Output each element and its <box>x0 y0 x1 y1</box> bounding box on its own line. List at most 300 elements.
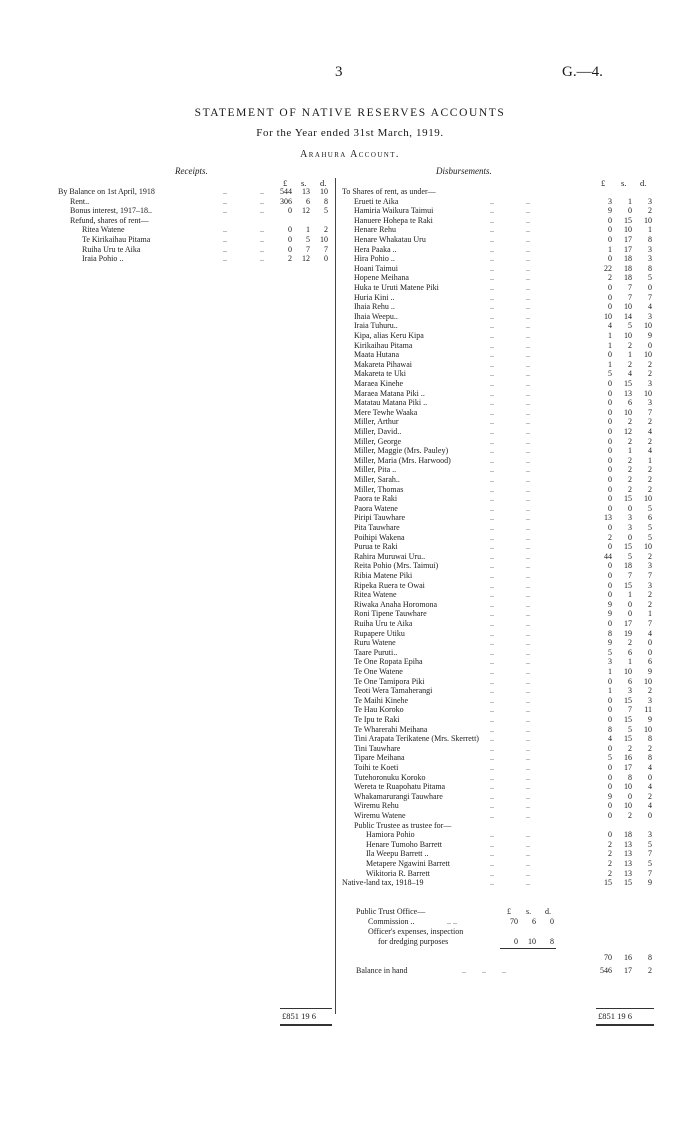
disbursement-row-leader: .. <box>526 340 530 350</box>
disbursement-row-pounds: 0 <box>608 455 612 465</box>
disbursement-row-label: Wiremu Watene <box>354 811 406 820</box>
disbursement-row-leader: .. <box>490 561 494 571</box>
disbursement-row-leader: .. <box>526 225 530 235</box>
disbursement-row-shillings: 2 <box>628 484 632 494</box>
disbursement-row-pounds: 10 <box>604 311 612 321</box>
disbursement-row-leader: .. <box>526 609 530 619</box>
disbursement-row <box>342 792 662 801</box>
disbursement-row-leader: .. <box>490 609 494 619</box>
disbursement-row-leader: .. <box>490 513 494 523</box>
disbursement-row-leader: .. <box>490 225 494 235</box>
receipt-row-leader: .. <box>260 187 264 196</box>
disbursement-row-leader: .. <box>526 590 530 600</box>
disbursement-row-label: Wiremu Rehu <box>354 801 399 811</box>
receipt-row-shillings: 6 <box>306 196 310 206</box>
disbursement-row-shillings: 4 <box>628 369 632 379</box>
disbursement-row-shillings: 17 <box>624 235 632 244</box>
disbursement-row-shillings: 13 <box>624 839 632 849</box>
disbursement-row-leader: .. <box>526 302 530 312</box>
account-name: Arahura Account. <box>300 149 400 160</box>
disbursement-row-shillings: 17 <box>624 619 632 628</box>
disbursement-row <box>342 878 662 887</box>
disbursement-row-shillings: 15 <box>624 542 632 552</box>
receipt-row-pounds: 0 <box>288 244 292 254</box>
disbursement-row-label: Pita Tauwhare <box>354 523 400 532</box>
disbursement-row-leader: .. <box>526 350 530 360</box>
disbursement-row-leader: .. <box>526 263 530 273</box>
disbursement-row-shillings: 18 <box>624 561 632 571</box>
disbursement-row-shillings: 10 <box>624 407 632 417</box>
disbursement-row-leader: .. <box>526 580 530 590</box>
disbursement-row-leader: .. <box>526 273 530 283</box>
disbursement-row-leader: .. <box>526 379 530 388</box>
disbursement-row-shillings: 7 <box>628 571 632 580</box>
disbursement-row <box>342 235 662 244</box>
receipt-row-pounds: 0 <box>288 206 292 216</box>
disbursement-row-pounds: 0 <box>608 695 612 705</box>
receipts-total: £851 19 6 <box>282 1011 316 1021</box>
receipt-row-leader: .. <box>260 235 264 244</box>
disbursement-row-pence: 10 <box>644 321 652 331</box>
disbursement-row-label: Tipare Meihana <box>354 753 405 763</box>
receipt-row-pounds: 2 <box>288 254 292 264</box>
receipt-row-leader: .. <box>223 225 227 235</box>
disbursement-row-leader: .. <box>526 542 530 552</box>
disbursement-row <box>342 369 662 378</box>
disbursement-row <box>342 734 662 743</box>
disbursement-row-leader: .. <box>526 878 530 888</box>
receipt-row-leader: .. <box>223 187 227 196</box>
disbursement-row-leader: .. <box>490 686 494 696</box>
disbursement-row-pence: 10 <box>644 350 652 360</box>
disbursement-row <box>342 830 662 839</box>
disbursement-row-pence: 7 <box>648 849 652 859</box>
disbursement-row-pence: 5 <box>648 532 652 542</box>
dredging-pounds: 0 <box>514 937 518 946</box>
disbursement-row-shillings: 19 <box>624 628 632 638</box>
disbursement-row-pence: 5 <box>648 273 652 283</box>
commission-label: Commission .. <box>368 917 415 926</box>
disbursement-row-leader: .. <box>490 465 494 475</box>
disbursement-row-pence: 9 <box>648 715 652 724</box>
disbursement-row-label: Piripi Tauwhare <box>354 513 406 523</box>
disbursement-row-pence: 4 <box>648 782 652 792</box>
disbursement-row-pence: 2 <box>648 465 652 475</box>
disbursements-total-rule-top <box>596 1008 654 1009</box>
disbursement-row-pence: 2 <box>648 743 652 753</box>
disbursement-row-shillings: 2 <box>628 340 632 350</box>
disbursement-row <box>342 581 662 590</box>
receipt-row-leader: .. <box>260 225 264 235</box>
disbursement-row-leader: .. <box>526 647 530 657</box>
disbursements-pounds-header: £ <box>601 178 606 188</box>
disbursement-row-shillings: 13 <box>624 388 632 398</box>
disbursement-row-pence: 4 <box>648 302 652 312</box>
disbursement-row-pounds: 0 <box>608 542 612 552</box>
disbursement-row-leader: .. <box>490 436 494 446</box>
disbursement-row-shillings: 5 <box>628 724 632 734</box>
receipt-row-leader: .. <box>223 206 227 216</box>
disbursement-row-shillings: 0 <box>628 206 632 216</box>
disbursement-row-label: Rahira Muruwai Uru.. <box>354 551 426 561</box>
disbursement-row <box>342 859 662 868</box>
disbursement-row-shillings: 2 <box>628 417 632 427</box>
disbursement-row-leader: .. <box>490 571 494 580</box>
disbursement-row-pounds: 0 <box>608 772 612 782</box>
disbursement-row-leader: .. <box>490 532 494 542</box>
disbursement-row-label: Ihaia Rehu .. <box>354 302 395 312</box>
disbursement-row-leader: .. <box>526 830 530 840</box>
dredging-shillings: 10 <box>528 937 536 946</box>
disbursement-row-label: Hopene Meihana <box>354 273 409 283</box>
statement-subtitle: For the Year ended 31st March, 1919. <box>256 127 444 139</box>
disbursement-row-pounds: 0 <box>608 475 612 484</box>
disbursement-row-leader: .. <box>490 523 494 532</box>
disbursement-row-shillings: 2 <box>628 811 632 820</box>
disbursement-row-pounds: 4 <box>608 734 612 744</box>
disbursement-row-pence: 0 <box>648 647 652 657</box>
disbursement-row-pence: 2 <box>648 791 652 801</box>
disbursement-row-label: Poihipi Wakena <box>354 532 405 542</box>
disbursement-row <box>342 331 662 340</box>
disbursement-row <box>342 417 662 426</box>
disbursement-row-leader: .. <box>526 446 530 456</box>
disbursement-row-leader: .. <box>490 283 494 292</box>
disbursement-row-label: Ritea Watene <box>354 590 397 600</box>
receipt-row-label: Rent.. <box>70 196 90 206</box>
disbursement-row-leader: .. <box>490 407 494 417</box>
receipts-total-rule-bottom <box>280 1024 332 1026</box>
disbursement-row-label: Iraia Tuhuru.. <box>354 321 398 331</box>
disbursements-total: £851 19 6 <box>598 1011 632 1021</box>
disbursement-row-pence: 0 <box>648 638 652 648</box>
disbursement-row-label: Te One Ropata Epiha <box>354 657 423 667</box>
disbursement-row-pence: 9 <box>648 331 652 340</box>
disbursement-row-leader: .. <box>526 235 530 244</box>
disbursement-row-leader: .. <box>490 196 494 206</box>
disbursement-row-leader: .. <box>490 849 494 859</box>
disbursement-row-leader: .. <box>490 340 494 350</box>
disbursement-row-leader: .. <box>490 215 494 225</box>
disbursement-row-shillings: 7 <box>628 292 632 302</box>
disbursement-row-label: Miller, David.. <box>354 427 402 436</box>
disbursement-row-shillings: 7 <box>628 283 632 292</box>
disbursement-row-leader: .. <box>490 254 494 264</box>
receipt-row-pence: 0 <box>324 254 328 264</box>
disbursement-row-pence: 9 <box>648 667 652 676</box>
disbursement-row-pounds: 0 <box>608 465 612 475</box>
disbursement-row-leader: .. <box>526 859 530 868</box>
disbursement-row-label: Miller, Sarah.. <box>354 475 400 484</box>
disbursement-row-shillings: 15 <box>624 379 632 388</box>
disbursement-row <box>342 686 662 695</box>
disbursement-row-pence: 3 <box>648 379 652 388</box>
receipt-row <box>58 197 333 206</box>
disbursement-row-label: Riwaka Anaha Horomona <box>354 599 438 609</box>
disbursement-row-pence: 2 <box>648 206 652 216</box>
disbursement-row-pence: 0 <box>648 811 652 820</box>
disbursement-row-leader: .. <box>490 292 494 302</box>
balance-pounds: 546 <box>600 966 612 975</box>
officers-expenses-label: Officer's expenses, inspection <box>368 927 464 936</box>
disbursement-row-leader: .. <box>526 484 530 494</box>
disbursement-row-leader: .. <box>526 398 530 408</box>
disbursement-row-pounds: 9 <box>608 638 612 648</box>
disbursement-row-leader: .. <box>490 369 494 379</box>
disbursement-row <box>342 840 662 849</box>
disbursement-row-leader: .. <box>526 763 530 772</box>
disbursement-row <box>342 638 662 647</box>
disbursement-row-leader: .. <box>490 379 494 388</box>
disbursement-row-leader: .. <box>490 619 494 628</box>
disbursement-row-label: Miller, Pita .. <box>354 465 397 475</box>
disbursement-row-shillings: 0 <box>628 791 632 801</box>
public-trust-subtotal-shillings: 16 <box>624 953 632 962</box>
disbursement-row-leader: .. <box>490 724 494 734</box>
disbursement-row-shillings: 15 <box>624 494 632 504</box>
disbursement-row-pounds: 0 <box>608 503 612 513</box>
receipt-row <box>58 206 333 215</box>
disbursement-row-leader: .. <box>490 868 494 878</box>
disbursement-row-shillings: 10 <box>624 302 632 312</box>
disbursement-row-leader: .. <box>490 782 494 792</box>
disbursement-row-pounds: 9 <box>608 609 612 619</box>
disbursement-row-pence: 10 <box>644 724 652 734</box>
disbursement-row-label: Toihi te Koeti <box>354 763 399 772</box>
disbursement-row-leader: .. <box>526 283 530 292</box>
disbursement-row-pence: 7 <box>648 868 652 878</box>
disbursement-row-shillings: 17 <box>624 763 632 772</box>
disbursement-row-label: Rupapere Utiku <box>354 628 405 638</box>
receipts-pounds-header: £ <box>283 178 288 188</box>
disbursement-row-label: Ila Weepu Barrett .. <box>366 849 429 859</box>
receipt-row-pence: 5 <box>324 206 328 216</box>
disbursement-row-shillings: 5 <box>628 551 632 561</box>
balance-pence: 2 <box>648 966 652 975</box>
disbursement-row-pounds: 5 <box>608 753 612 763</box>
public-trust-subtotal-pence: 8 <box>648 953 652 962</box>
disbursement-row-shillings: 10 <box>624 782 632 792</box>
disbursement-row-leader: .. <box>526 427 530 436</box>
disbursement-row-label: Makareta te Uki <box>354 369 406 379</box>
disbursement-row-leader: .. <box>490 244 494 254</box>
disbursement-row-shillings: 0 <box>628 599 632 609</box>
disbursement-row-leader: .. <box>526 407 530 417</box>
disbursement-row-pounds: 1 <box>608 331 612 340</box>
disbursement-row-pence: 2 <box>648 436 652 446</box>
disbursement-row-shillings: 2 <box>628 359 632 369</box>
disbursement-row-shillings: 2 <box>628 638 632 648</box>
disbursement-row-leader: .. <box>526 475 530 484</box>
disbursement-row-label: Hamiria Waikura Taimui <box>354 206 434 216</box>
disbursement-row-shillings: 3 <box>628 523 632 532</box>
disbursement-row-leader: .. <box>526 772 530 782</box>
disbursement-row-leader: .. <box>526 801 530 811</box>
disbursement-row-pounds: 0 <box>608 436 612 446</box>
disbursement-row-leader: .. <box>490 206 494 216</box>
disbursement-row-pounds: 0 <box>608 571 612 580</box>
receipt-row-leader: .. <box>223 254 227 264</box>
disbursement-row-pence: 8 <box>648 753 652 763</box>
receipt-row-pence: 8 <box>324 196 328 206</box>
disbursement-row-pounds: 2 <box>608 849 612 859</box>
disbursement-row-pounds: 0 <box>608 801 612 811</box>
disbursement-row-pounds: 44 <box>604 551 612 561</box>
disbursement-row-pounds: 0 <box>608 283 612 292</box>
receipt-row-label: By Balance on 1st April, 1918 <box>58 187 155 196</box>
disbursement-row-shillings: 3 <box>628 513 632 523</box>
disbursement-row-leader: .. <box>490 628 494 638</box>
receipts-total-rule-top <box>280 1008 332 1009</box>
disbursement-row-label: Te Wharerahi Meihana <box>354 724 428 734</box>
disbursement-row-pounds: 1 <box>608 340 612 350</box>
disbursement-row-pence: 3 <box>648 561 652 571</box>
commission-pence: 0 <box>550 917 554 926</box>
commission-shillings: 6 <box>532 917 536 926</box>
disbursement-row-shillings: 15 <box>624 734 632 744</box>
disbursement-row <box>342 715 662 724</box>
disbursement-row <box>342 849 662 858</box>
receipt-row <box>58 187 333 196</box>
disbursement-row <box>342 485 662 494</box>
disbursement-row-label: Hamiora Pohio <box>366 830 415 840</box>
disbursement-row-shillings: 10 <box>624 331 632 340</box>
disbursement-row-pence: 5 <box>648 859 652 868</box>
disbursement-row-shillings: 15 <box>624 580 632 590</box>
disbursement-row-shillings: 1 <box>628 446 632 456</box>
disbursement-row-leader: .. <box>490 302 494 312</box>
disbursement-row-leader: .. <box>490 878 494 888</box>
disbursement-row-pence: 10 <box>644 542 652 552</box>
disbursement-row <box>342 869 662 878</box>
disbursement-row-pence: 3 <box>648 398 652 408</box>
receipt-row-pounds: 544 <box>280 187 292 196</box>
disbursement-row-leader: .. <box>526 657 530 667</box>
disbursement-row-leader: .. <box>526 705 530 715</box>
disbursement-row <box>342 667 662 676</box>
disbursement-row-leader: .. <box>526 244 530 254</box>
receipt-row-label: Ruiha Uru te Aika <box>82 244 141 254</box>
disbursement-row-pounds: 0 <box>608 782 612 792</box>
disbursement-row-leader: .. <box>526 619 530 628</box>
public-trust-subtotal-pounds: 70 <box>604 953 612 962</box>
disbursement-row-leader: .. <box>526 321 530 331</box>
disbursement-row-pence: 5 <box>648 523 652 532</box>
disbursement-row-leader: .. <box>526 417 530 427</box>
disbursement-row-label: Wikitoria R. Barrett <box>366 868 430 878</box>
disbursement-row-leader: .. <box>526 676 530 686</box>
disbursement-row-leader: .. <box>490 263 494 273</box>
disbursement-row-label: Tutehoronuku Koroko <box>354 772 426 782</box>
disbursement-row-pounds: 3 <box>608 657 612 667</box>
receipt-row-label: Iraia Pohio .. <box>82 254 124 264</box>
disbursement-row-leader: .. <box>490 455 494 465</box>
disbursement-row-pounds: 0 <box>608 561 612 571</box>
disbursement-row-leader: .. <box>490 705 494 715</box>
disbursement-row-pence: 8 <box>648 263 652 273</box>
disbursement-row-pounds: 0 <box>608 407 612 417</box>
receipt-row-leader: .. <box>223 235 227 244</box>
disbursement-row-pence: 2 <box>648 590 652 600</box>
disbursement-row-pence: 0 <box>648 283 652 292</box>
disbursement-row-pence: 7 <box>648 407 652 417</box>
disbursement-row-pounds: 0 <box>608 580 612 590</box>
disbursement-row <box>342 302 662 311</box>
disbursements-total-rule-bottom <box>596 1024 654 1026</box>
disbursement-row-leader: .. <box>526 513 530 523</box>
receipts-header: Receipts. <box>175 166 208 176</box>
disbursement-row-leader: .. <box>526 839 530 849</box>
disbursement-row-label: Henare Tumoho Barrett <box>366 839 442 849</box>
public-trust-pounds-header: £ <box>507 907 511 916</box>
disbursement-row-label: Kipa, alias Keru Kipa <box>354 331 424 340</box>
disbursement-row-shillings: 17 <box>624 244 632 254</box>
disbursement-row-label: Maata Hutana <box>354 350 400 360</box>
receipt-row <box>58 225 333 234</box>
receipt-row-leader: .. <box>223 244 227 254</box>
column-divider <box>335 178 336 1014</box>
receipt-row-leader: .. <box>260 244 264 254</box>
disbursement-row-pounds: 0 <box>608 215 612 225</box>
disbursement-row-shillings: 14 <box>624 311 632 321</box>
receipt-row-shillings: 12 <box>302 206 310 216</box>
disbursement-row-pounds: 22 <box>604 263 612 273</box>
disbursement-row <box>342 744 662 753</box>
receipt-row-shillings: 13 <box>302 187 310 196</box>
disbursement-row-pence: 3 <box>648 196 652 206</box>
disbursement-row-leader: .. <box>490 830 494 840</box>
disbursement-row <box>342 456 662 465</box>
balance-label: Balance in hand <box>356 966 408 975</box>
disbursement-row <box>342 312 662 321</box>
disbursement-row-pence: 1 <box>648 225 652 235</box>
disbursement-row-shillings: 13 <box>624 859 632 868</box>
disbursement-row-shillings: 15 <box>624 715 632 724</box>
disbursement-row-leader: .. <box>526 465 530 475</box>
disbursement-row-pounds: 1 <box>608 244 612 254</box>
disbursement-row-pence: 7 <box>648 292 652 302</box>
disbursement-row <box>342 561 662 570</box>
disbursement-row-leader: .. <box>526 254 530 264</box>
disbursement-row-label: Tini Arapata Terikatene (Mrs. Skerrett) <box>354 734 479 744</box>
disbursement-row-pounds: 1 <box>608 686 612 696</box>
disbursement-row <box>342 542 662 551</box>
disbursement-row-leader: .. <box>490 321 494 331</box>
disbursement-row-pence: 2 <box>648 599 652 609</box>
disbursement-row-leader: .. <box>526 599 530 609</box>
receipt-row-leader: .. <box>260 254 264 264</box>
disbursement-row-label: Taare Puruti.. <box>354 647 398 657</box>
disbursement-row-pence: 3 <box>648 830 652 840</box>
disbursement-row <box>342 513 662 522</box>
disbursement-row-leader: .. <box>526 849 530 859</box>
disbursement-row-shillings: 2 <box>628 455 632 465</box>
disbursement-row-pence: 2 <box>648 484 652 494</box>
disbursement-row-shillings: 10 <box>624 667 632 676</box>
disbursement-row-pounds: 3 <box>608 196 612 206</box>
disbursement-row-label: Huria Kini .. <box>354 292 395 302</box>
disbursement-row-leader: .. <box>490 551 494 561</box>
disbursement-row <box>342 341 662 350</box>
disbursement-row <box>342 225 662 234</box>
disbursement-row-shillings: 16 <box>624 753 632 763</box>
disbursement-row-label: Tini Tauwhare <box>354 743 401 753</box>
disbursement-row <box>342 523 662 532</box>
disbursement-row-leader: .. <box>526 782 530 792</box>
disbursement-row-leader: .. <box>526 571 530 580</box>
disbursement-row-shillings: 2 <box>628 743 632 753</box>
disbursement-row-pounds: 1 <box>608 359 612 369</box>
